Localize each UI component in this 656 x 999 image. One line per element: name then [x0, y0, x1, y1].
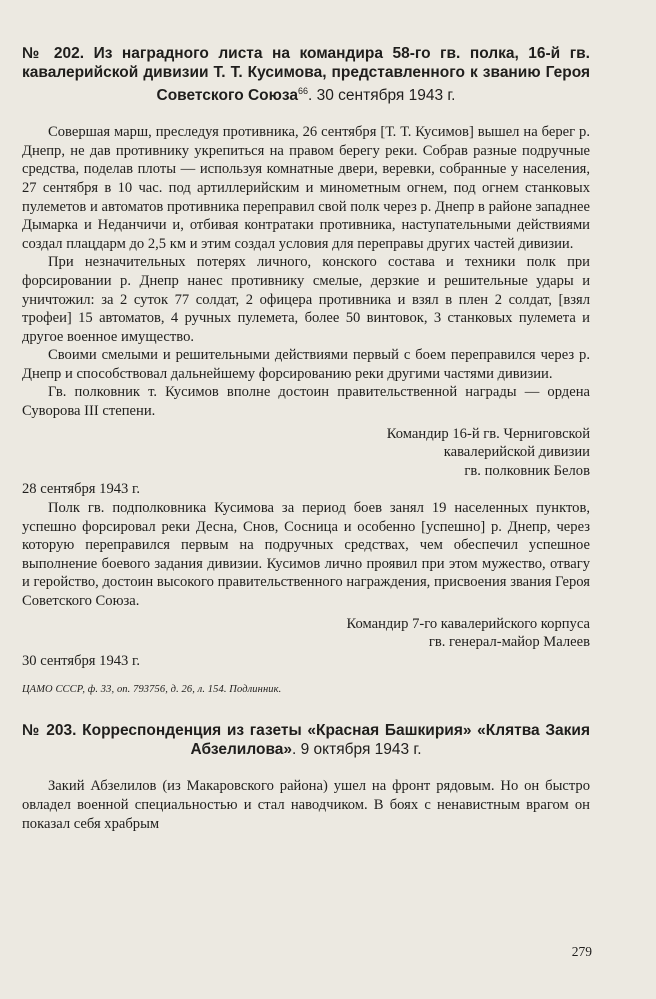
archive-source: ЦАМО СССР, ф. 33, оп. 793756, д. 26, л. 154. Подлинник.: [22, 684, 282, 696]
doc-202-paragraph-1: Совершая марш, преследуя противника, 26 сентября [Т. Т. Кусимов] вышел на берег р. Днепр, не дав противнику укрепиться на правом берегу реки. Собрав разные подручные средства, поделав плоты — используя комнатные двери, веревки, собранные у населения, 27 сентября в 10 час. под артиллерийским и минометным огнем, под огнем станковых пулеметов и автоматов противника переправил свой полк через р. Днепр в районе западнее Дымарка и Неданчичи и, отбивая контратаки противника, наступательными действиями создал плацдарм до 2,5 км и этим создал условия для переправы других частей дивизии.: [22, 124, 590, 252]
doc-202-paragraph-5: Полк гв. подполковника Кусимова за период боев занял 19 населенных пунктов, успешно форсировал реки Десна, Снов, Сосница и особенно [успешно] р. Днепр, через которую переправился первым на подручных средствах, чем обеспечил успешное выполнение боевого задания дивизии. Кусимов лично проявил при этом мужество, отвагу и геройство, достоин высокого правительственного награждения, присвоения звания Героя Советского Союза.: [22, 500, 590, 609]
doc-203-paragraph-1: Закий Абзелилов (из Макаровского района) ушел на фронт рядовым. Но он быстро овладел военной специальностью и стал наводчиком. В боях с ненавистным врагом он показал себя храбрым: [22, 778, 590, 832]
date-line-2: 30 сентября 1943 г.: [22, 652, 140, 669]
doc-202-paragraph-4: Гв. полковник т. Кусимов вполне достоин правительственной награды — ордена Суворова III степени.: [22, 384, 590, 420]
doc-202-date: . 30 сентября 1943 г.: [308, 87, 456, 105]
doc-202-heading: [22, 44, 590, 105]
page-number: 279: [571, 944, 592, 959]
doc-202-title: Из наградного листа на командира 58-го гв. полка, 16-й гв. кавалерийской дивизии Т. Т. Кусимова, представленного к званию Героя Советского Союза: [22, 45, 590, 105]
doc-203-date: . 9 октября 1943 г.: [292, 741, 422, 759]
doc-202-paragraph-2: При незначительных потерях личного, конского состава и техники полк при форсировании р. Днепр нанес противнику смелые, дерзкие и решительные удары и уничтожил: за 2 суток 77 солдат, 2 офицера противника и взял в плен 2 солдат, [взял трофеи] 15 автоматов, 4 ручных пулемета, более 50 винтовок, 3 станковых пулемета и другое военное имущество.: [22, 254, 590, 345]
doc-202-number: № 202.: [22, 45, 85, 62]
signature-2-line-1: Командир 7-го кавалерийского корпуса: [346, 615, 590, 632]
doc-203-heading: [22, 721, 590, 759]
signature-2-line-2: гв. генерал-майор Малеев: [428, 634, 590, 651]
footnote-ref: 66: [298, 86, 309, 96]
doc-203-title: Корреспонденция из газеты «Красная Башкирия» «Клятва Закия Абзелилова»: [82, 722, 590, 759]
signature-1-line-1: Командир 16-й гв. Черниговской: [386, 425, 590, 442]
signature-block-2: [22, 615, 590, 652]
date-line-1: 28 сентября 1943 г.: [22, 481, 140, 498]
signature-block-1: [22, 425, 590, 481]
signature-1-line-2: кавалерийской дивизии: [443, 444, 590, 461]
signature-1-line-3: гв. полковник Белов: [464, 462, 590, 479]
doc-202-paragraph-3: Своими смелыми и решительными действиями первый с боем переправился через р. Днепр и способствовал дальнейшему форсированию реки другими частями дивизии.: [22, 347, 590, 382]
doc-203-number: № 203.: [22, 722, 77, 740]
